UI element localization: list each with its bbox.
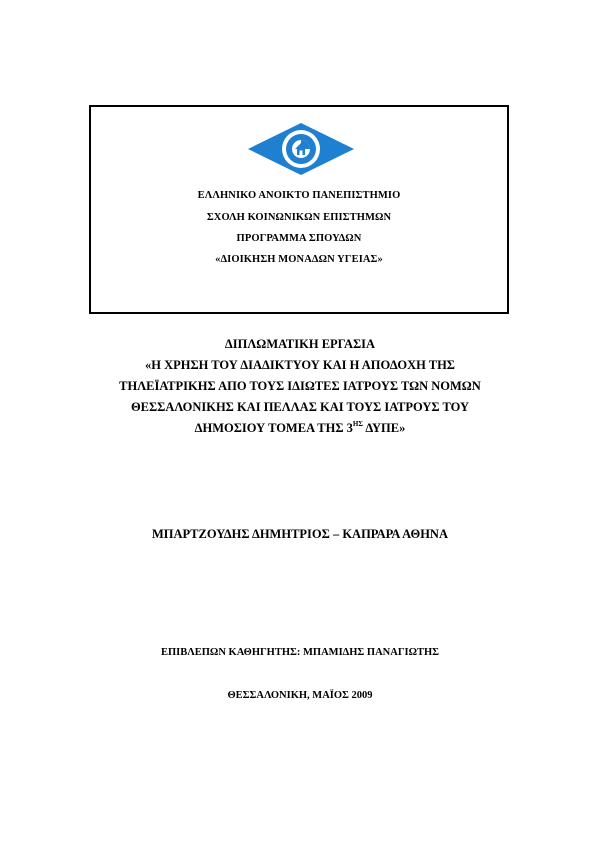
thesis-title-line [60,418,540,439]
thesis-title-suffix: ΔΥΠΕ» [362,421,406,435]
thesis-heading: ΔΙΠΛΩΜΑΤΙΚΗ ΕΡΓΑΣΙΑ [224,337,376,351]
place-date: ΘΕΣΣΑΛΟΝΙΚΗ, ΜΑΪΟΣ 2009 [227,690,373,701]
thesis-title-line: ΤΗΛΕΪΑΤΡΙΚΗΣ ΑΠΟ ΤΟΥΣ ΙΔΙΩΤΕΣ ΙΑΤΡΟΥΣ ΤΩΝ ΝΟΜΩΝ [119,379,481,393]
supervisor: ΕΠΙΒΛΕΠΩΝ ΚΑΘΗΓΗΤΗΣ: ΜΠΑΜΙΔΗΣ ΠΑΝΑΓΙΩΤΗΣ [160,647,440,658]
ordinal-superscript: ΗΣ [352,420,363,428]
thesis-title-prefix: ΔΗΜΟΣΙΟΥ ΤΟΜΕΑ ΤΗΣ 3 [194,421,353,435]
university-name: ΕΛΛΗΝΙΚΟ ΑΝΟΙΚΤΟ ΠΑΝΕΠΙΣΤΗΜΙΟ [197,190,401,201]
thesis-title-line: «Η ΧΡΗΣΗ ΤΟΥ ΔΙΑΔΙΚΤΥΟΥ ΚΑΙ Η ΑΠΟΔΟΧΗ ΤΗΣ [145,358,455,372]
school-name: ΣΧΟΛΗ ΚΟΙΝΩΝΙΚΩΝ ΕΠΙΣΤΗΜΩΝ [206,212,392,223]
thesis-title-block [60,334,540,439]
eap-logo-icon [246,122,356,176]
authors: ΜΠΑΡΤΖΟΥΔΗΣ ΔΗΜΗΤΡΙΟΣ – ΚΑΠΡΑΡΑ ΑΘΗΝΑ [152,527,448,541]
thesis-title-line: ΘΕΣΣΑΛΟΝΙΚΗΣ ΚΑΙ ΠΕΛΛΑΣ ΚΑΙ ΤΟΥΣ ΙΑΤΡΟΥΣ ΤΟΥ [130,400,470,414]
program-label: ΠΡΟΓΡΑΜΜΑ ΣΠΟΥΔΩΝ [236,233,362,244]
program-name: «ΔΙΟΙΚΗΣΗ ΜΟΝΑΔΩΝ ΥΓΕΙΑΣ» [215,254,383,265]
